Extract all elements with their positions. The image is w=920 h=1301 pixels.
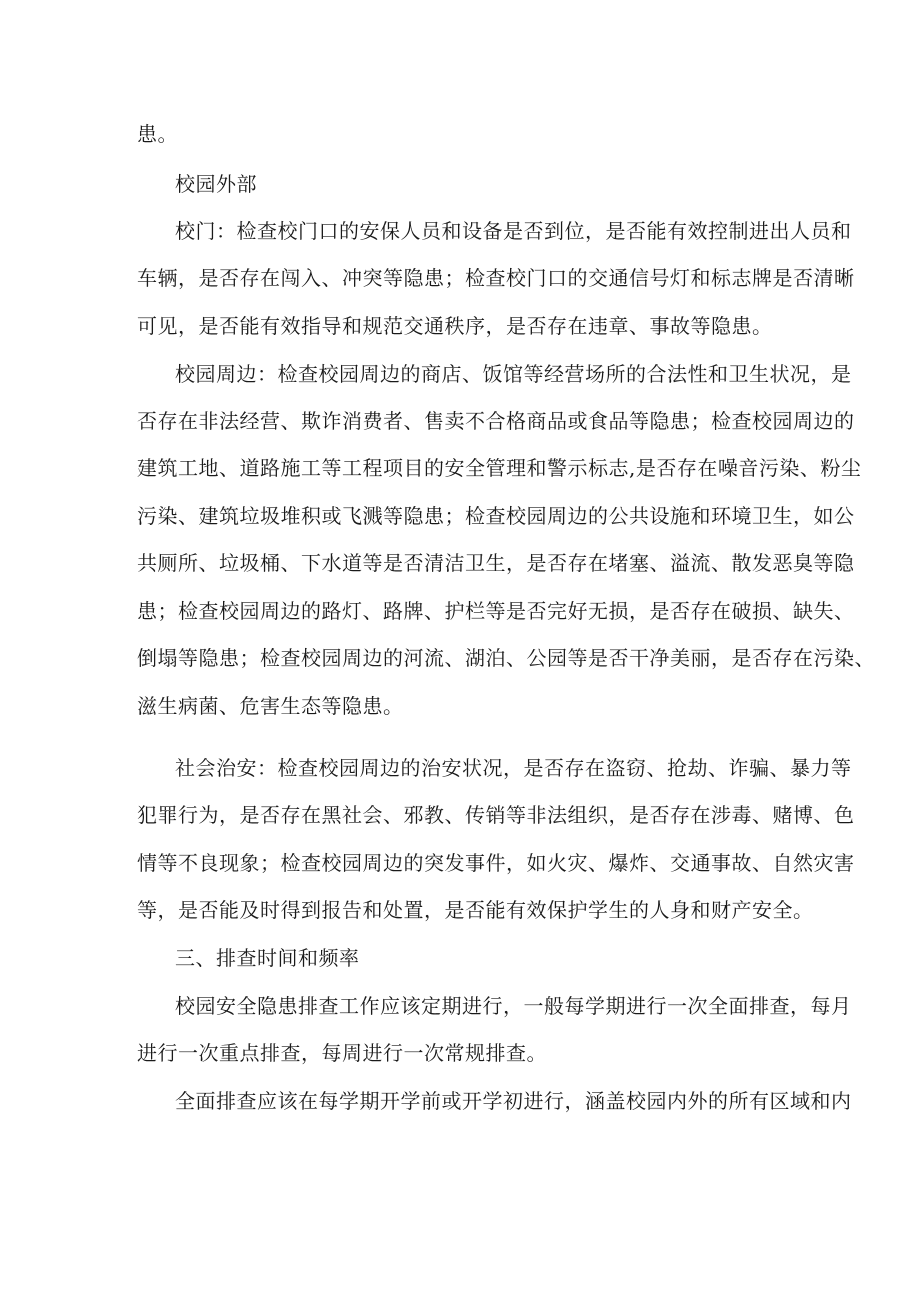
paragraph-line: 车辆，是否存在闯入、冲突等隐患；检查校门口的交通信号灯和标志牌是否清晰 [137, 266, 855, 290]
paragraph-line: 患。 [137, 122, 178, 146]
paragraph-line: 否存在非法经营、欺诈消费者、售卖不合格商品或食品等隐患；检查校园周边的 [137, 409, 855, 433]
paragraph-line: 情等不良现象；检查校园周边的突发事件，如火灾、爆炸、交通事故、自然灾害 [137, 851, 855, 875]
paragraph-line: 建筑工地、道路施工等工程项目的安全管理和警示标志,是否存在噪音污染、粉尘 [137, 456, 862, 480]
paragraph-line: 校园安全隐患排查工作应该定期进行，一般每学期进行一次全面排查，每月 [175, 994, 852, 1018]
paragraph-line: 犯罪行为，是否存在黑社会、邪教、传销等非法组织，是否存在涉毒、赌博、色 [137, 803, 855, 827]
section-heading: 三、排查时间和频率 [175, 946, 360, 970]
paragraph-line: 患；检查校园周边的路灯、路牌、护栏等是否完好无损，是否存在破损、缺失、 [137, 599, 855, 623]
paragraph-line: 等，是否能及时得到报告和处置，是否能有效保护学生的人身和财产安全。 [137, 898, 814, 922]
paragraph-line: 滋生病菌、危害生态等隐患。 [137, 694, 404, 718]
paragraph-line: 进行一次重点排查，每周进行一次常规排查。 [137, 1041, 547, 1065]
paragraph-line: 全面排查应该在每学期开学前或开学初进行，涵盖校园内外的所有区域和内 [175, 1089, 852, 1113]
paragraph-line: 社会治安：检查校园周边的治安状况，是否存在盗窃、抢劫、诈骗、暴力等 [175, 756, 852, 780]
paragraph-line: 倒塌等隐患；检查校园周边的河流、湖泊、公园等是否干净美丽，是否存在污染、 [137, 646, 875, 670]
section-heading: 校园外部 [175, 172, 257, 196]
paragraph-line: 校园周边：检查校园周边的商店、饭馆等经营场所的合法性和卫生状况，是 [175, 362, 852, 386]
paragraph-line: 可见，是否能有效指导和规范交通秩序，是否存在违章、事故等隐患。 [137, 314, 773, 338]
paragraph-line: 污染、建筑垃圾堆积或飞溅等隐患；检查校园周边的公共设施和环境卫生，如公 [137, 504, 855, 528]
paragraph-line: 校门：检查校门口的安保人员和设备是否到位，是否能有效控制进出人员和 [175, 219, 852, 243]
paragraph-line: 共厕所、垃圾桶、下水道等是否清洁卫生，是否存在堵塞、溢流、散发恶臭等隐 [137, 551, 855, 575]
